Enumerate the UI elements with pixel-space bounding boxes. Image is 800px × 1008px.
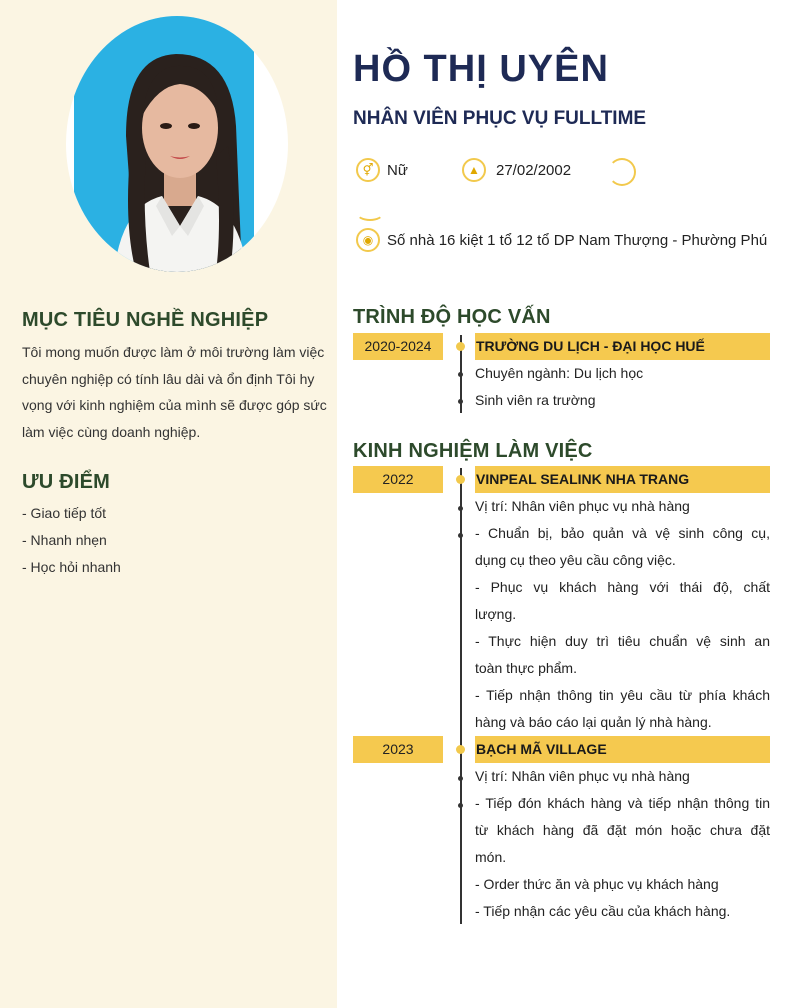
- job-detail-line: - Thực hiện duy trì tiêu chuẩn vệ sinh an: [475, 633, 770, 649]
- timeline-bullet: [458, 803, 463, 808]
- timeline-bullet: [458, 372, 463, 377]
- timeline-bullet: [458, 533, 463, 538]
- decorative-arc: [608, 158, 636, 186]
- objective-line: làm việc cùng doanh nghiệp.: [22, 423, 201, 440]
- candidate-name: HỒ THỊ UYÊN: [353, 48, 609, 90]
- portrait-photo: [66, 16, 288, 272]
- job-detail-line: - Tiếp nhận thông tin yêu cầu từ phía khách: [475, 687, 770, 703]
- timeline-dot: [456, 342, 465, 351]
- avatar: [66, 16, 288, 272]
- objective-title: MỤC TIÊU NGHỀ NGHIỆP: [22, 309, 269, 331]
- job-year: 2023: [382, 741, 414, 757]
- address-value: Số nhà 16 kiệt 1 tổ 12 tổ DP Nam Thượng - Phường Phú: [387, 232, 768, 249]
- job-detail-line: - Chuẩn bị, bảo quản và vệ sinh công cụ,: [475, 525, 770, 541]
- job-year: 2022: [382, 471, 414, 487]
- job-detail-line: hàng và báo cáo lại quản lý nhà hàng.: [475, 714, 712, 730]
- job-company: VINPEAL SEALINK NHA TRANG: [476, 471, 690, 487]
- gender-value: Nữ: [387, 162, 408, 179]
- job-detail-line: từ khách hàng đã đặt món hoặc chưa đặt: [475, 822, 770, 838]
- timeline-bullet: [458, 776, 463, 781]
- job-detail-line: lượng.: [475, 606, 517, 622]
- education-line: Chuyên ngành: Du lịch học: [475, 365, 644, 381]
- objective-line: vọng với kinh nghiệm của mình sẽ được góp sức: [22, 397, 327, 413]
- job-detail-line: - Tiếp đón khách hàng và tiếp nhận thông tin: [475, 795, 770, 811]
- education-title: TRÌNH ĐỘ HỌC VẤN: [353, 306, 551, 328]
- location-icon: ◉: [356, 228, 380, 252]
- candidate-role: NHÂN VIÊN PHỤC VỤ FULLTIME: [353, 108, 647, 129]
- timeline-bullet: [458, 506, 463, 511]
- strengths-title: ƯU ĐIỂM: [22, 471, 110, 493]
- job-detail-line: - Order thức ăn và phục vụ khách hàng: [475, 876, 719, 892]
- job-company: BẠCH MÃ VILLAGE: [476, 741, 607, 757]
- job-detail-line: món.: [475, 849, 507, 865]
- education-school: TRƯỜNG DU LỊCH - ĐẠI HỌC HUẾ: [476, 338, 705, 354]
- job-detail-line: - Phục vụ khách hàng với thái độ, chất: [475, 579, 770, 595]
- timeline-dot: [456, 745, 465, 754]
- job-detail-line: - Tiếp nhận các yêu cầu của khách hàng.: [475, 903, 731, 919]
- decorative-arc: [356, 205, 384, 221]
- timeline-dot: [456, 475, 465, 484]
- strength-item: - Học hỏi nhanh: [22, 559, 121, 575]
- education-period: 2020-2024: [364, 338, 432, 354]
- job-detail-line: Vị trí: Nhân viên phục vụ nhà hàng: [475, 498, 690, 514]
- experience-title: KINH NGHIỆM LÀM VIỆC: [353, 440, 593, 462]
- strength-item: - Giao tiếp tốt: [22, 505, 107, 521]
- job-detail-line: Vị trí: Nhân viên phục vụ nhà hàng: [475, 768, 690, 784]
- strength-item: - Nhanh nhẹn: [22, 532, 107, 548]
- objective-line: chuyên nghiệp có tính lâu dài và ổn định Tôi hy: [22, 370, 315, 387]
- gender-icon: ⚥: [356, 158, 380, 182]
- education-line: Sinh viên ra trường: [475, 392, 596, 408]
- job-detail-line: dụng cụ theo yêu cầu công việc.: [475, 552, 676, 568]
- objective-line: Tôi mong muốn được làm ở môi trường làm việc: [22, 344, 325, 360]
- timeline-bullet: [458, 399, 463, 404]
- objective-text: [22, 339, 327, 445]
- birthdate-value: 27/02/2002: [496, 162, 572, 179]
- job-detail-line: toàn thực phẩm.: [475, 660, 577, 676]
- birthday-cake-icon: ▲: [462, 158, 486, 182]
